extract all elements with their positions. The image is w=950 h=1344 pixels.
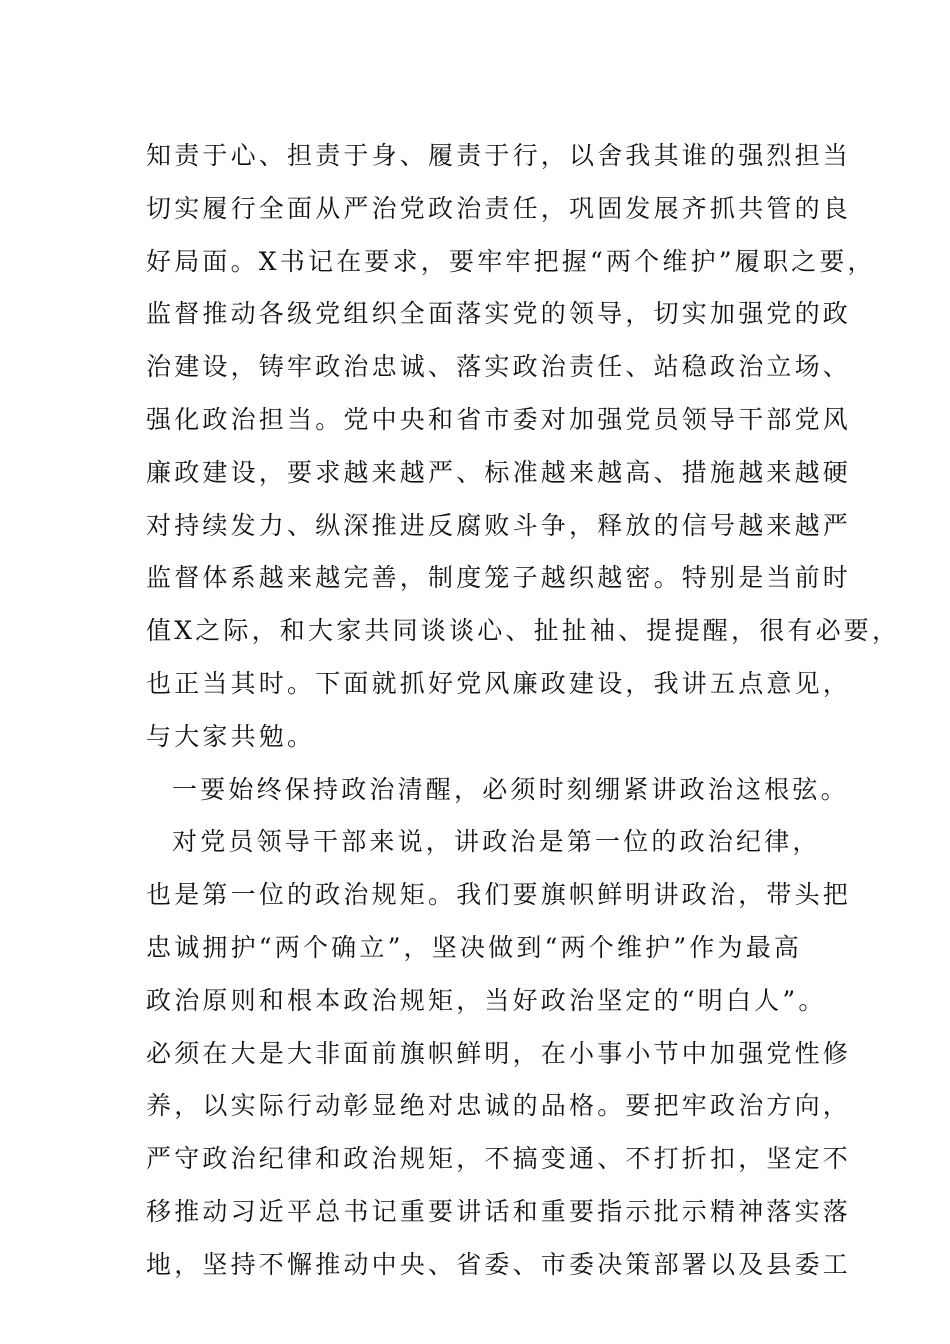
text-line: 切实履行全面从严治党政治责任，巩固发展齐抓共管的良 [146, 193, 852, 223]
text-line: 忠诚拥护“两个确立”，坚决做到“两个维护”作为最高 [146, 932, 803, 962]
text-line: 养，以实际行动彰显绝对忠诚的品格。要把牢政治方向， [146, 1091, 852, 1121]
text-line: 对持续发力、纵深推进反腐败斗争，释放的信号越来越严 [146, 510, 852, 540]
text-line: 强化政治担当。党中央和省市委对加强党员领导干部党风 [146, 404, 852, 434]
text-line: 也正当其时。下面就抓好党风廉政建设，我讲五点意见， [146, 668, 852, 698]
text-line: 必须在大是大非面前旗帜鲜明，在小事小节中加强党性修 [146, 1038, 852, 1068]
text-line: 对党员领导干部来说，讲政治是第一位的政治纪律， [172, 827, 821, 857]
text-line: 地，坚持不懈推动中央、省委、市委决策部署以及县委工 [146, 1249, 852, 1279]
text-line: 知责于心、担责于身、履责于行，以舍我其谁的强烈担当 [146, 141, 852, 170]
text-line: 与大家共勉。 [146, 721, 316, 751]
text-line: 也是第一位的政治规矩。我们要旗帜鲜明讲政治，带头把 [146, 880, 852, 910]
text-line: 政治原则和根本政治规矩，当好政治坚定的“明白人”。 [146, 985, 827, 1015]
document-body [146, 130, 901, 1292]
text-line: 值X之际，和大家共同谈谈心、扯扯袖、提提醒，很有必要， [146, 616, 901, 646]
text-line: 监督推动各级党组织全面落实党的领导，切实加强党的政 [146, 299, 852, 329]
text-line: 廉政建设，要求越来越严、标准越来越高、措施越来越硬 [146, 457, 852, 487]
text-line: 严守政治纪律和政治规矩，不搞变通、不打折扣，坚定不 [146, 1144, 852, 1174]
text-line: 治建设，铸牢政治忠诚、落实政治责任、站稳政治立场、 [146, 352, 852, 382]
text-line: 好局面。X书记在要求，要牢牢把握“两个维护”履职之要， [146, 246, 876, 276]
section-heading: 一要始终保持政治清醒，必须时刻绷紧讲政治这根弦。 [172, 774, 849, 804]
text-line: 移推动习近平总书记重要讲话和重要指示批示精神落实落 [146, 1196, 852, 1226]
text-line: 监督体系越来越完善，制度笼子越织越密。特别是当前时 [146, 563, 852, 593]
